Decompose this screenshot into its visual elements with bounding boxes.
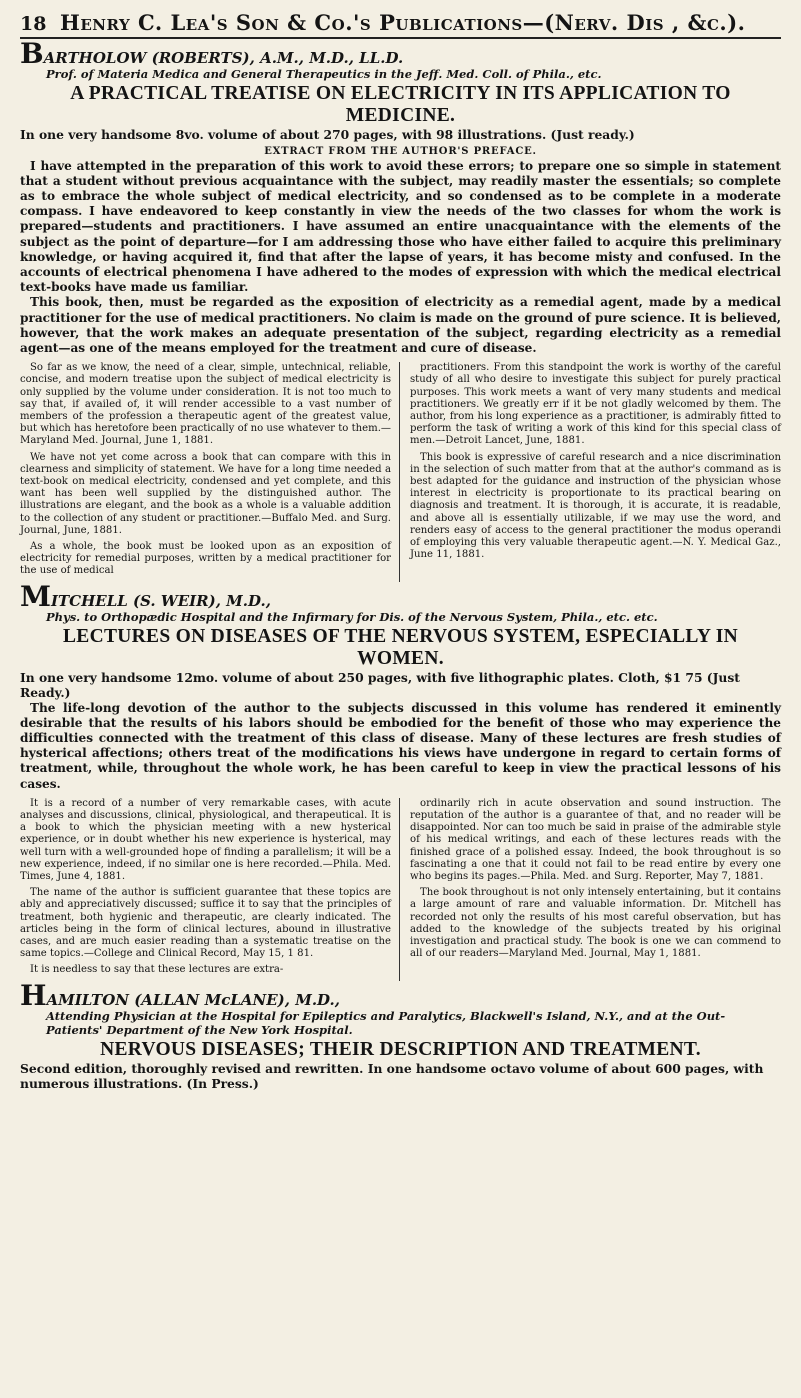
reviews-left-column [20,362,400,581]
book-description: In one very handsome 12mo. volume of about 250 pages, with five lithographic plates. Cloth, $1 75 (Just Ready.) [20,669,740,701]
review: The book throughout is not only intensely entertaining, but it contains a large amount of rare and valuable information. Dr. Mitchell has recorded not only the results of his most careful observation, but has added to the knowledge of the subjects treated by his original investigation and practical study. The book is one we can commend to all of our readers—Maryland Med. Journal, May 1, 1881. [410,887,781,960]
review: It is needless to say that these lectures are extra- [30,964,284,976]
extract-heading: EXTRACT FROM THE AUTHOR'S PREFACE. [264,145,537,157]
running-head-title: Henry C. Lea's Son & Co.'s Publications—(Nerv. Dis , &c.). [60,10,746,35]
review: As a whole, the book must be looked upon as an exposition of electricity for remedial purposes, written by a medical practitioner for the use of medical [20,540,391,577]
preface-paragraph: This book, then, must be regarded as the exposition of electricity as a remedial agent, made by a medical practitioner for the use of medical practitioners. No claim is made on the ground of pure science. It is believed, however, that the work makes an adequate presentation of the subject, regarding electricity as a remedial agent—as one of the means employed for the treatment and cure of disease. [20,295,781,355]
author-title: Attending Physician at the Hospital for Epileptics and Paralytics, Blackwell's Island, N.Y., and at the Out-Patients' Department of the New York Hospital. [46,1008,726,1037]
entry-hamilton [20,978,781,1092]
reviews-right-column [410,362,781,581]
author-name: HAMILTON (ALLAN McLANE), M.D., [20,978,340,1012]
author-title: Prof. of Materia Medica and General Therapeutics in the Jeff. Med. Coll. of Phila., etc. [46,67,602,81]
reviews-right-column [410,798,781,981]
review: It is a record of a number of very remarkable cases, with acute analyses and discussions, clinical, physiological, and therapeutical. It is a book to which the physician meeting with a new hysterical experience, or in doubt whether his new experience is hysterical, may well turn with a well-grounded hope of finding a parallelism; it will be a new experience, indeed, if no similar one is here recorded.—Phila. Med. Times, June 4, 1881. [20,797,391,883]
review: So far as we know, the need of a clear, simple, untechnical, reliable, concise, and modern treatise upon the subject of medical electricity is only supplied by the volume under consideration. It is not too much to say that, if availed of, it will render accessible to a vast number of members of the profession a therapeutic agent of the greatest value, but which has heretofore been practically of no use whatever to them.—Maryland Med. Journal, June 1, 1881. [20,362,391,447]
book-description: Second edition, thoroughly revised and rewritten. In one handsome octavo volume of about 600 pages, with numerous illustrations. (In Press.) [20,1060,764,1092]
page-number: 18 [20,13,47,35]
author-title: Phys. to Orthopædic Hospital and the Infirmary for Dis. of the Nervous System, Phila., etc. etc. [46,609,658,624]
book-title: A PRACTICAL TREATISE ON ELECTRICITY IN ITS APPLICATION TO MEDICINE. [70,83,731,126]
summary-paragraph: The life-long devotion of the author to the subjects discussed in this volume has rendered it eminently desirable that the results of his labors should be embodied for the benefit of those who may experience the difficulties connected with the treatment of this class of disease. Many of these lectures are fresh studies of hysterical affections; others treat of the modifications his views have undergone in regard to certain forms of treatment, while, throughout the whole work, he has been careful to keep in view the practical lessons of his cases. [20,700,781,791]
review: This book is expressive of careful research and a nice discrimination in the selection of such matter from that at the author's command as is best adapted for the guidance and instruction of the physician whose interest in electricity is proportionate to its practical bearing on diagnosis and treatment. It is thorough, it is accurate, it is readable, and above all is essentially utilizable, if we may use the word, and renders easy of access to the general practitioner the modus operandi of employing this very valuable therapeutic agent.—N. Y. Medical Gaz., June 11, 1881. [410,451,781,561]
book-description: In one very handsome 8vo. volume of about 270 pages, with 98 illustrations. (Just ready.) [20,127,635,142]
book-title: NERVOUS DISEASES; THEIR DESCRIPTION AND TREATMENT. [100,1038,701,1060]
entry-bartholow [20,37,781,582]
review: We have not yet come across a book that can compare with this in clearness and simplicity of statement. We have for a long time needed a text-book on medical electricity, condensed and yet complete, and this want has been well supplied by the distinguished author. The illustrations are elegant, and the book as a whole is a valuable addition to the collection of any student or practitioner.—Buffalo Med. and Surg. Journal, June, 1881. [20,451,391,536]
review: ordinarily rich in acute observation and sound instruction. The reputation of the author is a guarantee of that, and no reader will be disappointed. Nor can too much be said in praise of the admirable style of his medical writings, and each of these lectures reads with the finished grace of a polished essay. Indeed, the book throughout is so fascinating a one that it could not fail to be read entire by every one who begins its pages.—Phila. Med. and Surg. Reporter, May 7, 1881. [410,797,781,883]
author-name: BARTHOLOW (ROBERTS), A.M., M.D., LL.D. [20,37,404,70]
entry-mitchell [20,579,781,981]
review: The name of the author is sufficient guarantee that these topics are ably and appreciatively discussed; suffice it to say that the principles of treatment, both hygienic and therapeutic, are clearly indicated. The articles being in the form of clinical lectures, abound in illustrative cases, and are much easier reading than a systematic treatise on the same topics.—College and Clinical Record, May 15, 1 81. [20,887,391,960]
author-name: MITCHELL (S. WEIR), M.D., [20,579,271,613]
book-title: LECTURES ON DISEASES OF THE NERVOUS SYSTEM, ESPECIALLY IN WOMEN. [62,625,739,669]
review: practitioners. From this standpoint the work is worthy of the careful study of all who desire to investigate this subject for purely practical purposes. This work meets a want of very many students and medical practitioners. We greatly err if it be not gladly welcomed by them. The author, from his long experience as a practitioner, is admirably fitted to perform the task of writing a work of this kind for this special class of men.—Detroit Lancet, June, 1881. [410,362,781,447]
reviews [20,362,781,581]
running-head [20,10,781,39]
reviews-left-column [20,798,400,981]
preface-paragraph: I have attempted in the preparation of this work to avoid these errors; to prepare one so simple in statement that a student without previous acquaintance with the subject, may readily master the essentials; so complete as to embrace the whole subject of medical electricity, and so condensed as to be complete in a moderate compass. I have endeavored to keep constantly in view the needs of the two classes for whom the work is prepared—students and practitioners. I have assumed an entire unacquaintance with the elements of the subject as the point of departure—for I am addressing those who have either failed to acquire this preliminary knowledge, or having acquired it, find that after the lapse of years, it has become misty and confused. In the accounts of electrical phenomena I have adhered to the modes of expression with which the medical electrical text-books have made us familiar. [20,158,781,295]
reviews [20,798,781,981]
